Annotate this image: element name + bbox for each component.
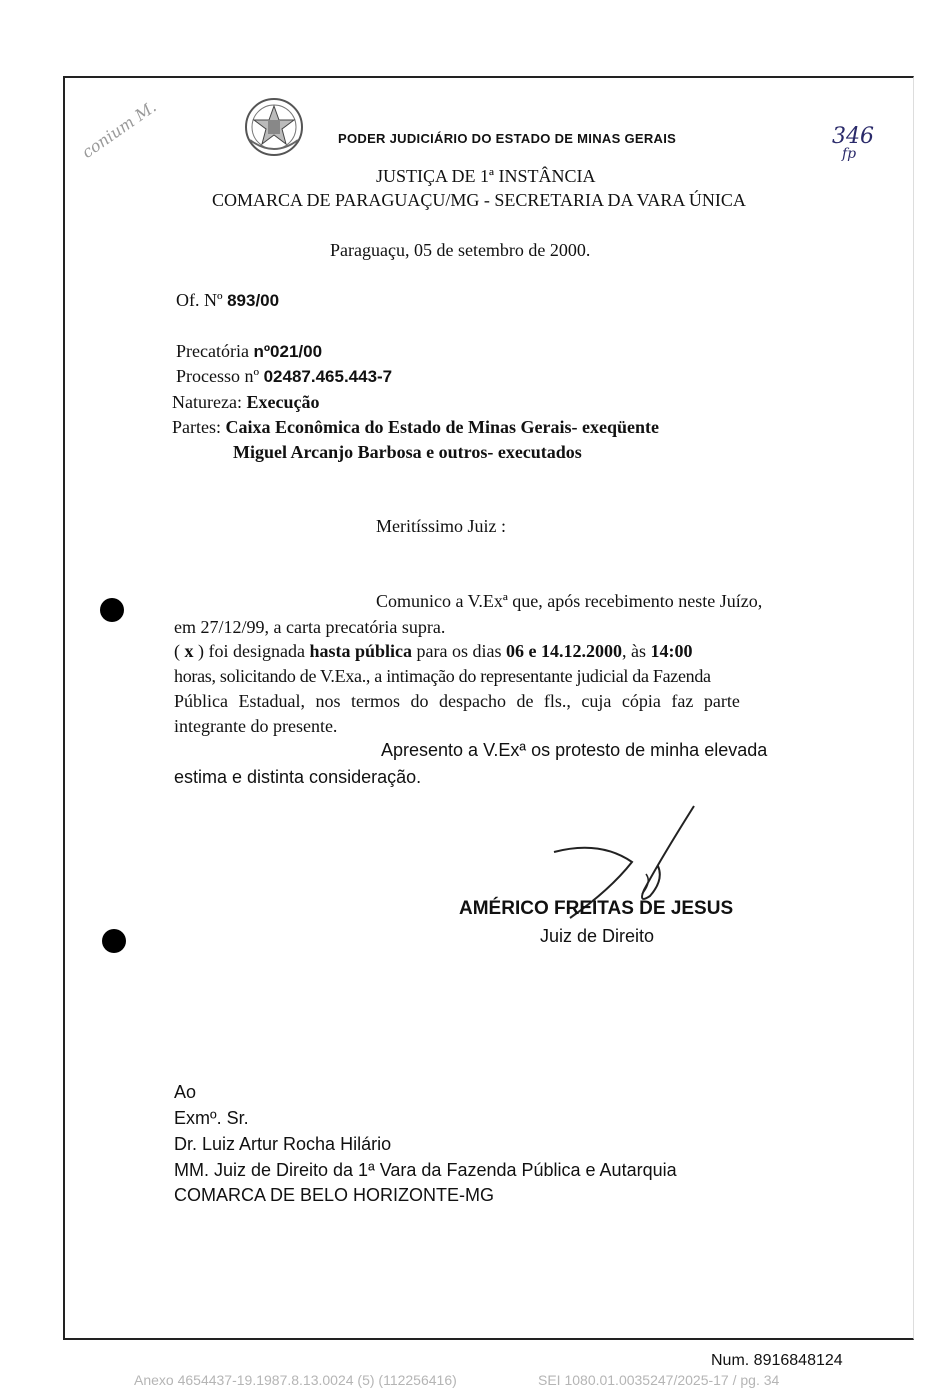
natureza-label: Natureza: (172, 392, 242, 412)
body-line-5: Pública Estadual, nos termos do despacho de fls., cuja cópia faz parte (174, 691, 740, 711)
natureza-line (172, 392, 319, 413)
annex-reference: Anexo 4654437-19.1987.8.13.0024 (5) (112256416) (134, 1372, 457, 1388)
initials-handwritten: fp (842, 146, 857, 162)
body-line-1: Comunico a V.Exª que, após recebimento neste Juízo, (376, 591, 763, 611)
addressee-line-2: Exmº. Sr. (174, 1108, 249, 1128)
court-name: PODER JUDICIÁRIO DO ESTADO DE MINAS GERAIS (338, 131, 677, 146)
addressee-line-4: MM. Juiz de Direito da 1ª Vara da Fazenda Pública e Autarquia (174, 1160, 677, 1180)
page-number-handwritten: 346 (832, 124, 874, 149)
processo-line (176, 366, 392, 387)
partes-line (172, 417, 659, 438)
body-line-3: ( x ) foi designada hasta pública para os dias 06 e 14.12.2000, às 14:00 (174, 641, 693, 661)
parte-exequente: Caixa Econômica do Estado de Minas Gerais- exeqüente (225, 417, 659, 437)
sei-reference: SEI 1080.01.0035247/2025-17 / pg. 34 (538, 1372, 780, 1388)
body-line-4: horas, solicitando de V.Exa., a intimação do representante judicial da Fazenda (174, 666, 711, 686)
signatory-title: Juiz de Direito (540, 926, 655, 946)
partes-label: Partes: (172, 417, 221, 437)
closing-line-1: Apresento a V.Exª os protesto de minha elevada (381, 740, 768, 760)
processo-label: Processo nº (176, 366, 260, 386)
addressee-line-3: Dr. Luiz Artur Rocha Hilário (174, 1134, 392, 1154)
hole-punch-top (100, 598, 124, 622)
comarca-heading: COMARCA DE PARAGUAÇU/MG - SECRETARIA DA VARA ÚNICA (212, 190, 746, 210)
processo-value: 02487.465.443-7 (263, 367, 393, 386)
oficio-label: Of. Nº (176, 290, 223, 310)
document-number: Num. 8916848124 (711, 1352, 843, 1369)
body-line-2: em 27/12/99, a carta precatória supra. (174, 617, 446, 637)
coat-of-arms-seal (240, 96, 308, 158)
instance-heading: JUSTIÇA DE 1ª INSTÂNCIA (376, 166, 596, 186)
hole-punch-bottom (102, 929, 126, 953)
salutation: Meritíssimo Juiz : (376, 516, 506, 536)
precatoria-value: nº021/00 (253, 342, 323, 361)
body-line-6: integrante do presente. (174, 716, 338, 736)
addressee-line-1: Ao (174, 1082, 197, 1102)
oficio-line (176, 290, 279, 311)
precatoria-line (176, 341, 322, 362)
natureza-value: Execução (246, 392, 320, 412)
margin-note-left: conium M. (78, 97, 160, 162)
addressee-line-5: COMARCA DE BELO HORIZONTE-MG (174, 1185, 495, 1205)
precatoria-label: Precatória (176, 341, 249, 361)
signatory-name: AMÉRICO FREITAS DE JESUS (459, 898, 734, 919)
place-date: Paraguaçu, 05 de setembro de 2000. (330, 240, 591, 260)
closing-line-2: estima e distinta consideração. (174, 767, 422, 787)
parte-executados: Miguel Arcanjo Barbosa e outros- executados (233, 442, 582, 462)
oficio-number: 893/00 (227, 291, 280, 310)
